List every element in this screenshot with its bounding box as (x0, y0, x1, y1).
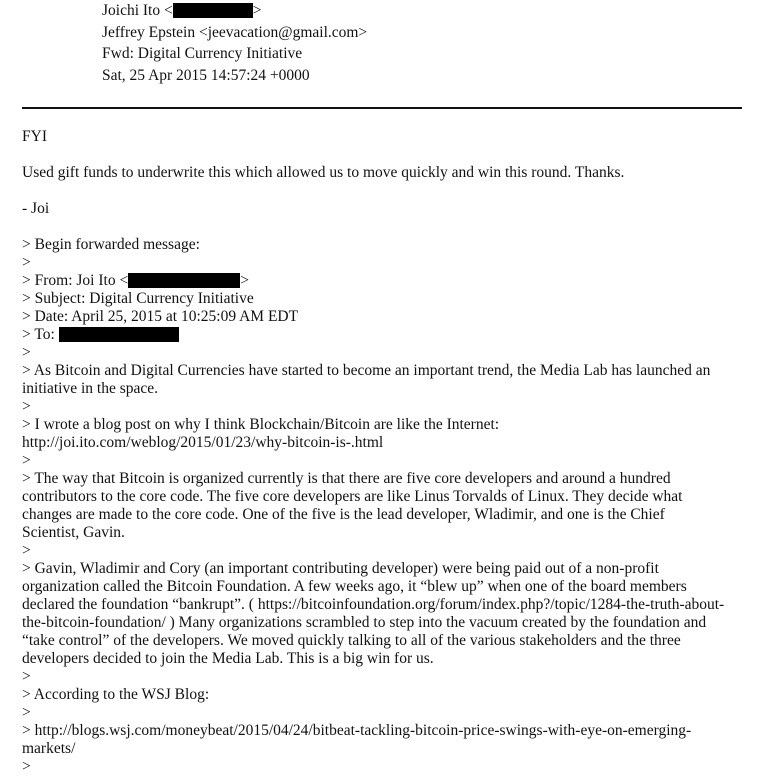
date-value: Sat, 25 Apr 2015 14:57:24 +0000 (102, 67, 310, 84)
to-value: Jeffrey Epstein <jeevacation@gmail.com> (102, 24, 368, 41)
quoted-line: declared the foundation “bankrupt”. ( https://bitcoinfoundation.org/forum/index.php?/topic/1284-the-truth-about- (22, 596, 725, 613)
redacted-email-box (128, 273, 240, 288)
quoted-line: > Date: April 25, 2015 at 10:25:09 AM EDT (22, 308, 299, 325)
quoted-line: contributors to the core code. The five core developers are like Linus Torvalds of Linux. They decide what (22, 488, 683, 505)
quoted-from-line (22, 272, 752, 290)
from-close: > (252, 2, 262, 19)
signoff-line: - Joi (22, 200, 50, 217)
quoted-line: > Subject: Digital Currency Initiative (22, 290, 254, 307)
fyi-line: FYI (22, 128, 47, 145)
quoted-line: Scientist, Gavin. (22, 524, 125, 541)
quoted-line: developers decided to join the Media Lab. This is a big win for us. (22, 650, 434, 667)
quoted-line: initiative in the space. (22, 380, 159, 397)
quoted-from-text: > From: Joi Ito < (22, 272, 129, 289)
quoted-line: > According to the WSJ Blog: (22, 686, 210, 703)
quoted-from-close: > (240, 272, 249, 289)
quoted-line: > I wrote a blog post on why I think Blockchain/Bitcoin are like the Internet: (22, 416, 500, 433)
wsj-link[interactable]: > http://blogs.wsj.com/moneybeat/2015/04/24/bitbeat-tackling-bitcoin-price-swings-with-eye-on-emerging- (22, 722, 692, 739)
from-value (102, 0, 261, 22)
quoted-line: > (22, 398, 31, 415)
quoted-to-line (22, 326, 752, 344)
quoted-line: organization called the Bitcoin Foundation. A few weeks ago, it “blew up” when one of the board members (22, 578, 687, 595)
quoted-line: > The way that Bitcoin is organized currently is that there are five core developers and around a hundred (22, 470, 671, 487)
quoted-line: > (22, 758, 31, 775)
quoted-line: > Gavin, Wladimir and Cory (an important contributing developer) were being paid out of a non-profit (22, 560, 659, 577)
quoted-line: “take control” of the developers. We moved quickly talking to all of the various stakeholders and the three (22, 632, 681, 649)
from-name: Joichi Ito < (102, 2, 173, 19)
email-body (22, 128, 752, 776)
quoted-line: > (22, 344, 31, 361)
spacer (22, 146, 752, 164)
header-divider (22, 107, 742, 109)
quoted-line: > (22, 668, 31, 685)
redacted-recipient-box (59, 327, 179, 342)
blog-link[interactable]: http://joi.ito.com/weblog/2015/01/23/why-bitcoin-is-.html (22, 434, 384, 451)
quoted-to-text: > To: (22, 326, 59, 343)
redacted-email-box (173, 3, 253, 18)
quoted-line: > As Bitcoin and Digital Currencies have started to become an important trend, the Media Lab has launched an (22, 362, 711, 379)
note-line: Used gift funds to underwrite this which allowed us to move quickly and win this round. Thanks. (22, 164, 625, 181)
wsj-link-continued[interactable]: markets/ (22, 740, 76, 757)
quoted-line: > (22, 452, 31, 469)
quoted-line: > (22, 704, 31, 721)
quoted-line: changes are made to the core code. One of the five is the lead developer, Wladimir, and one is the Chief (22, 506, 665, 523)
spacer (22, 182, 752, 200)
quoted-line: > (22, 254, 31, 271)
spacer (22, 218, 752, 236)
quoted-line: the-bitcoin-foundation/ ) Many organizations scrambled to step into the vacuum created by the foundation and (22, 614, 707, 631)
subject-value: Fwd: Digital Currency Initiative (102, 45, 303, 62)
quoted-line: > Begin forwarded message: (22, 236, 200, 253)
quoted-line: > (22, 542, 31, 559)
